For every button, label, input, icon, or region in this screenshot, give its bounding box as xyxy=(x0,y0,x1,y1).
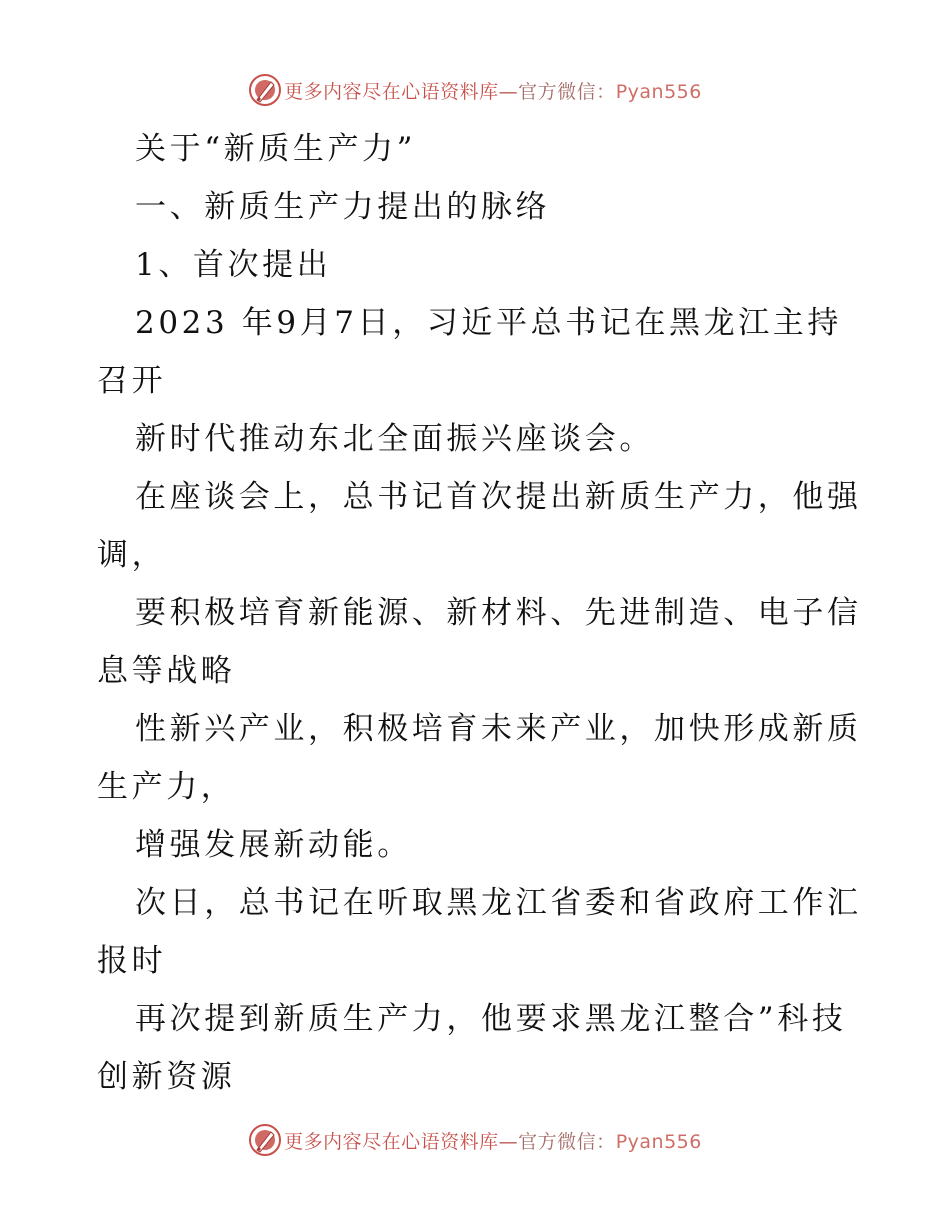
paragraph-line: 召开 xyxy=(97,363,167,399)
header-watermark xyxy=(0,70,950,110)
paragraph-line: 调， xyxy=(97,537,167,573)
paragraph-line: 在座谈会上，总书记首次提出新质生产力，他强 xyxy=(135,479,862,515)
watermark-text: 更多内容尽在心语资料库—官方微信：Pyan556 xyxy=(284,80,702,103)
paragraph-line: 次日，总书记在听取黑龙江省委和省政府工作汇 xyxy=(135,885,862,921)
paragraph-line: 息等战略 xyxy=(97,653,236,689)
section-heading: 一、新质生产力提出的脉络 xyxy=(135,189,551,225)
watermark-text: 更多内容尽在心语资料库—官方微信：Pyan556 xyxy=(284,1130,702,1153)
paragraph-line: 增强发展新动能。 xyxy=(135,827,412,863)
paragraph-line: 报时 xyxy=(97,943,167,979)
paragraph-line: 生产力， xyxy=(97,769,236,805)
paragraph-line: 要积极培育新能源、新材料、先进制造、电子信 xyxy=(135,595,862,631)
paragraph-line: 新时代推动东北全面振兴座谈会。 xyxy=(135,421,654,457)
subsection-heading: 1、首次提出 xyxy=(135,247,332,283)
footer-watermark xyxy=(0,1120,950,1160)
paragraph-line: 再次提到新质生产力，他要求黑龙江整合”科技 xyxy=(135,1001,847,1037)
quill-pen-logo-icon xyxy=(248,1123,282,1157)
paragraph-line: 2023 年9月7日，习近平总书记在黑龙江主持 xyxy=(135,305,842,341)
document-body xyxy=(97,120,862,1106)
paragraph-line: 创新资源 xyxy=(97,1059,236,1095)
doc-title: 关于“新质生产力” xyxy=(135,131,417,167)
paragraph-line: 性新兴产业，积极培育未来产业，加快形成新质 xyxy=(135,711,862,747)
quill-pen-logo-icon xyxy=(248,73,282,107)
